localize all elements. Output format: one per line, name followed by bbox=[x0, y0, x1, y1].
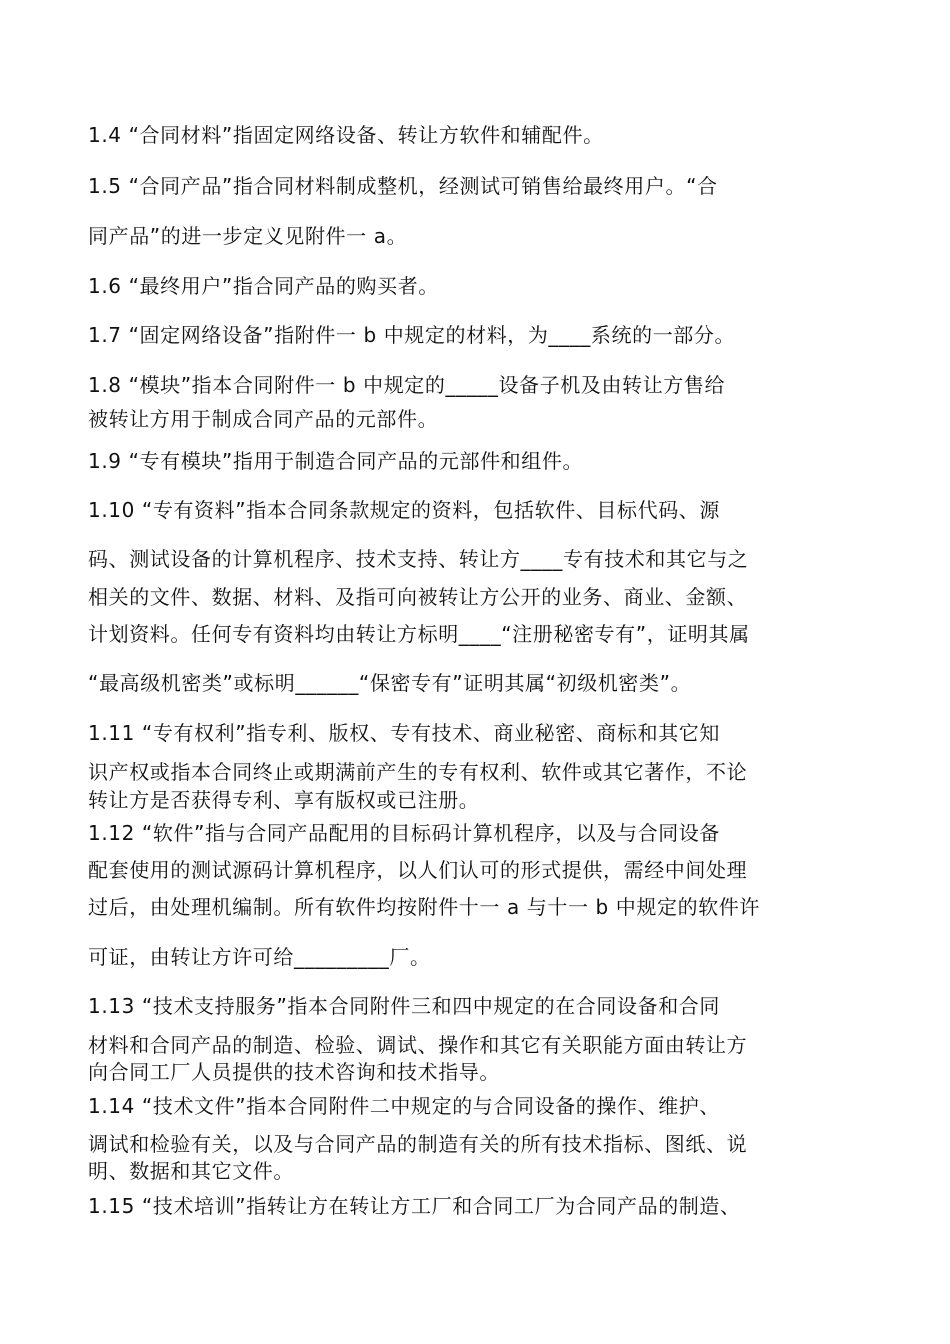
text-line: 1.12 “软件”指与合同产品配用的目标码计算机程序，以及与合同设备 bbox=[88, 821, 721, 845]
text-line: 1.5 “合同产品”指合同材料制成整机，经测试可销售给最终用户。“合 bbox=[88, 174, 718, 198]
text-line: 材料和合同产品的制造、检验、调试、操作和其它有关职能方面由转让方 bbox=[88, 1033, 748, 1057]
text-line: 调试和检验有关，以及与合同产品的制造有关的所有技术指标、图纸、说 bbox=[88, 1132, 748, 1156]
text-line: 1.14 “技术文件”指本合同附件二中规定的与合同设备的操作、维护、 bbox=[88, 1094, 721, 1118]
text-line: “最高级机密类”或标明______“保密专有”证明其属“初级机密类”。 bbox=[88, 671, 692, 695]
text-line: 1.11 “专有权利”指专利、版权、专有技术、商业秘密、商标和其它知 bbox=[88, 721, 721, 745]
text-line: 识产权或指本合同终止或期满前产生的专有权利、软件或其它著作，不论 bbox=[88, 760, 748, 784]
text-line: 1.6 “最终用户”指合同产品的购买者。 bbox=[88, 274, 439, 298]
text-line: 被转让方用于制成合同产品的元部件。 bbox=[88, 407, 439, 431]
text-line: 转让方是否获得专利、享有版权或已注册。 bbox=[88, 788, 480, 812]
text-line: 1.4 “合同材料”指固定网络设备、转让方软件和辅配件。 bbox=[88, 123, 604, 147]
text-line: 配套使用的测试源码计算机程序，以人们认可的形式提供，需经中间处理 bbox=[88, 858, 748, 882]
text-line: 1.15 “技术培训”指转让方在转让方工厂和合同工厂为合同产品的制造、 bbox=[88, 1194, 741, 1218]
text-line: 1.7 “固定网络设备”指附件一 b 中规定的材料，为____系统的一部分。 bbox=[88, 323, 736, 347]
text-line: 过后，由处理机编制。所有软件均按附件十一 a 与十一 b 中规定的软件许 bbox=[88, 895, 760, 919]
text-line: 计划资料。任何专有资料均由转让方标明____“注册秘密专有”，证明其属 bbox=[88, 622, 750, 646]
text-line: 1.8 “模块”指本合同附件一 b 中规定的_____设备子机及由转让方售给 bbox=[88, 373, 726, 397]
text-line: 向合同工厂人员提供的技术咨询和技术指导。 bbox=[88, 1060, 500, 1084]
text-line: 可证，由转让方许可给_________厂。 bbox=[88, 945, 431, 969]
text-line: 1.13 “技术支持服务”指本合同附件三和四中规定的在合同设备和合同 bbox=[88, 994, 721, 1018]
text-line: 1.10 “专有资料”指本合同条款规定的资料，包括软件、目标代码、源 bbox=[88, 498, 721, 522]
text-line: 码、测试设备的计算机程序、技术支持、转让方____专有技术和其它与之 bbox=[88, 547, 749, 571]
text-line: 1.9 “专有模块”指用于制造合同产品的元部件和组件。 bbox=[88, 449, 584, 473]
text-line: 明、数据和其它文件。 bbox=[88, 1159, 294, 1183]
text-line: 同产品”的进一步定义见附件一 a。 bbox=[88, 224, 408, 248]
text-line: 相关的文件、数据、材料、及指可向被转让方公开的业务、商业、金额、 bbox=[88, 585, 748, 609]
